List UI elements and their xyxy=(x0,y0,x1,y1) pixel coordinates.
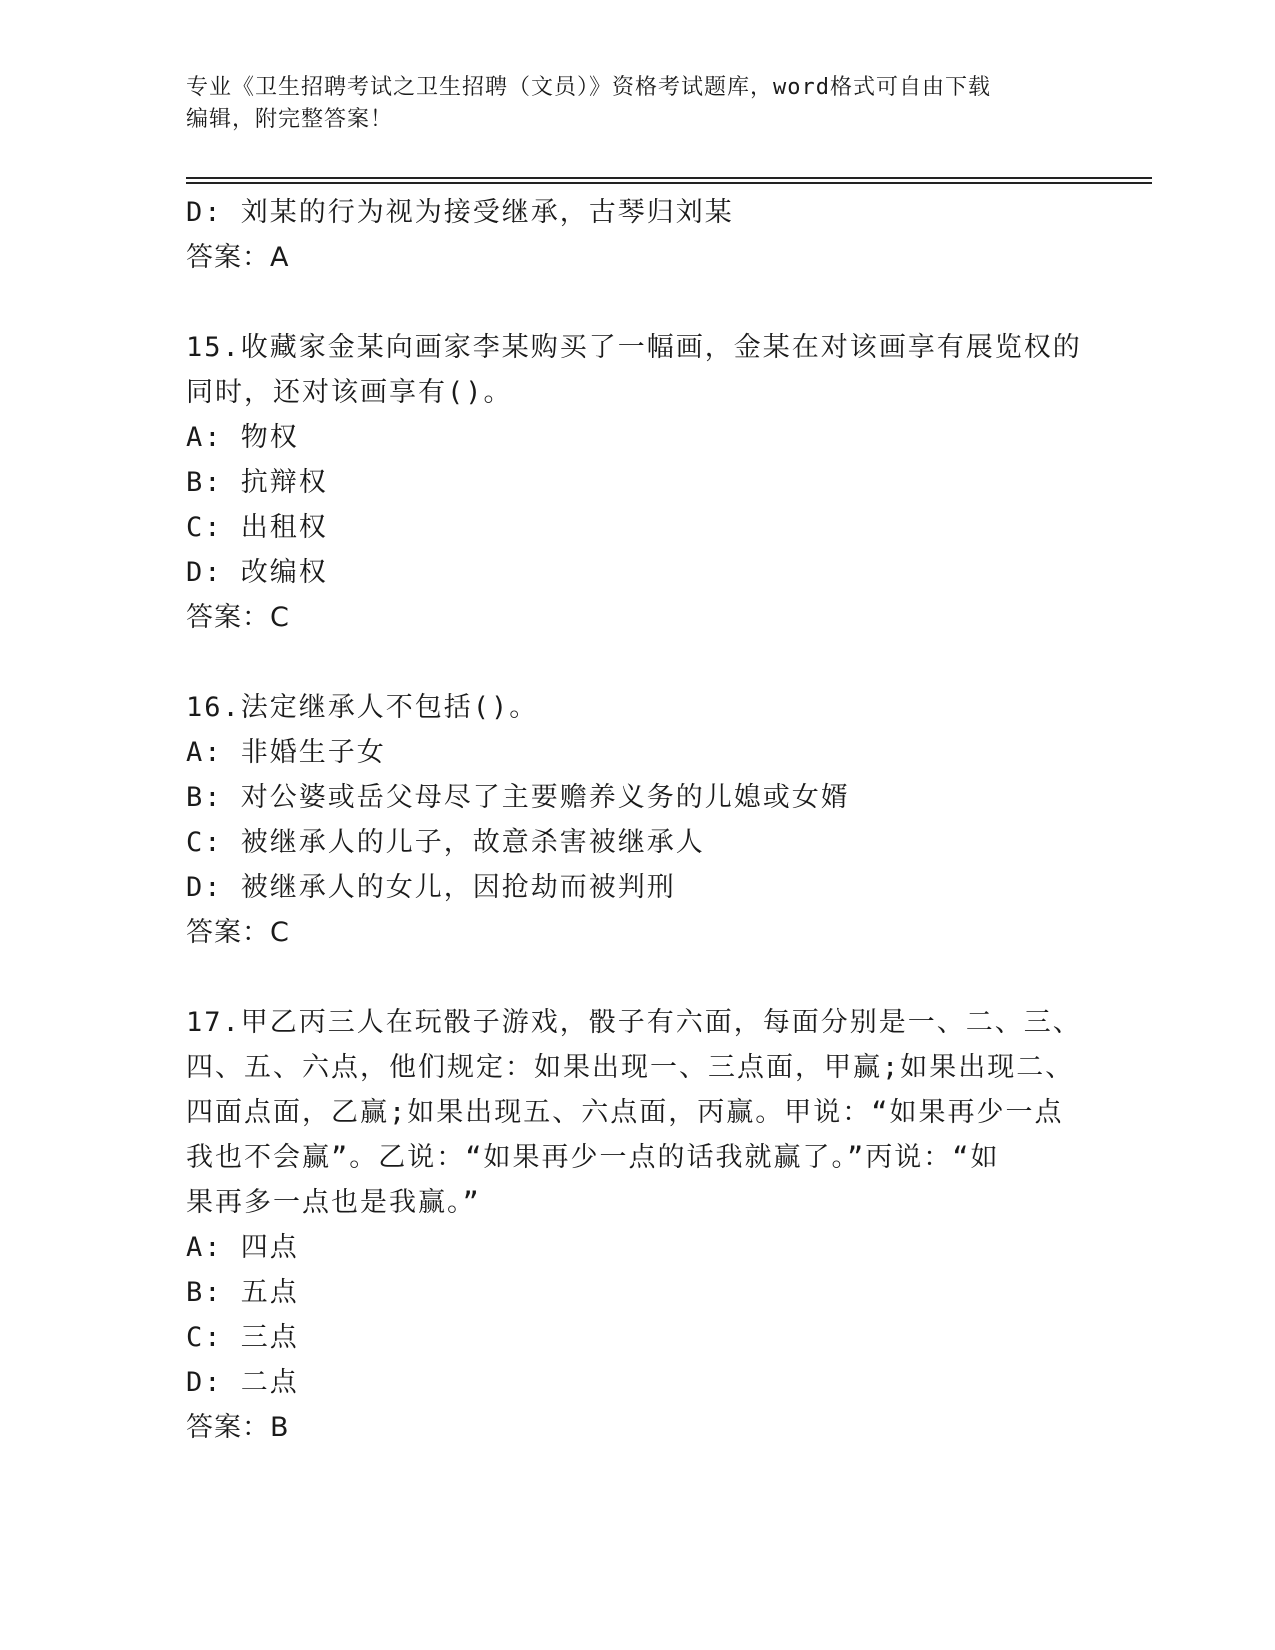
option-d: D: 刘某的行为视为接受继承，古琴归刘某 xyxy=(186,197,734,228)
option-c: C: 三点 xyxy=(186,1322,299,1353)
header-line-2: 编辑，附完整答案！ xyxy=(186,107,394,132)
answer-line: 答案：A xyxy=(186,242,290,273)
question-list xyxy=(186,190,1086,1450)
option-a: A: 四点 xyxy=(186,1232,299,1263)
question-stem-line: 四面点面，乙赢;如果出现五、六点面，丙赢。甲说：“如果再少一点 xyxy=(186,1097,1064,1128)
header-divider-top xyxy=(186,177,1152,179)
question-stem-line: 四、五、六点，他们规定：如果出现一、三点面，甲赢;如果出现二、 xyxy=(186,1052,1075,1083)
option-b: B: 五点 xyxy=(186,1277,299,1308)
question-stem-line: 果再多一点也是我赢。” xyxy=(186,1187,481,1218)
option-a: A: 物权 xyxy=(186,422,299,453)
option-d: D: 被继承人的女儿，因抢劫而被判刑 xyxy=(186,872,676,903)
answer-line: 答案：C xyxy=(186,917,290,948)
option-d: D: 二点 xyxy=(186,1367,299,1398)
option-c: C: 出租权 xyxy=(186,512,328,543)
question-stem-line: 17.甲乙丙三人在玩骰子游戏，骰子有六面，每面分别是一、二、三、 xyxy=(186,1007,1082,1038)
answer-line: 答案：B xyxy=(186,1412,290,1443)
question-stem-line: 我也不会赢”。乙说：“如果再少一点的话我就赢了。”丙说：“如 xyxy=(186,1142,1000,1173)
previous-question-tail xyxy=(186,190,1086,280)
question-15 xyxy=(186,325,1086,640)
option-b: B: 对公婆或岳父母尽了主要赡养义务的儿媳或女婿 xyxy=(186,782,850,813)
answer-line: 答案：C xyxy=(186,602,290,633)
question-stem-line: 16.法定继承人不包括()。 xyxy=(186,692,539,723)
document-header xyxy=(186,72,1086,136)
option-b: B: 抗辩权 xyxy=(186,467,328,498)
header-line-1: 专业《卫生招聘考试之卫生招聘（文员）》资格考试题库，word格式可自由下载 xyxy=(186,75,991,100)
option-a: A: 非婚生子女 xyxy=(186,737,386,768)
question-stem-line: 15.收藏家金某向画家李某购买了一幅画，金某在对该画享有展览权的 xyxy=(186,332,1082,363)
option-d: D: 改编权 xyxy=(186,557,328,588)
option-c: C: 被继承人的儿子，故意杀害被继承人 xyxy=(186,827,705,858)
question-16 xyxy=(186,685,1086,955)
header-divider-bottom xyxy=(186,182,1152,184)
question-stem-line: 同时，还对该画享有()。 xyxy=(186,377,513,408)
question-17 xyxy=(186,1000,1086,1450)
